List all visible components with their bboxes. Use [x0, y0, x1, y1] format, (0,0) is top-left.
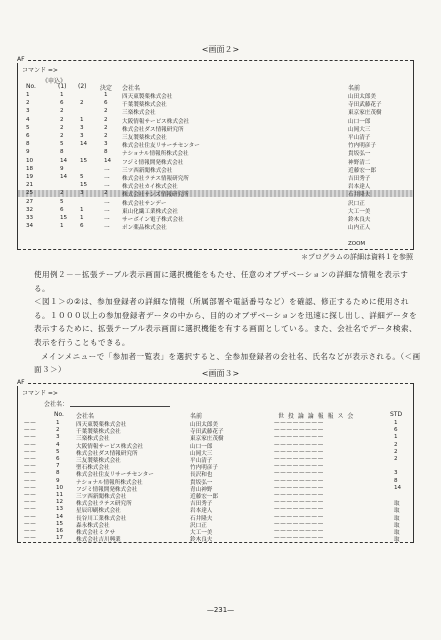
cell-d: 一 [104, 184, 110, 191]
cell-c1: 14 [60, 174, 68, 180]
cell-name: 岩本達人 [348, 184, 371, 191]
table-row[interactable] [18, 174, 413, 181]
cell-c2: 14 [80, 141, 88, 148]
cell-company: 三友製薬株式会社 [76, 458, 121, 464]
cell-c2: 6 [80, 223, 84, 230]
table-row[interactable] [18, 223, 413, 230]
cell-company: 聖石株式会社 [76, 465, 110, 472]
cell-no: 13 [56, 506, 64, 513]
cell-no: 3 [26, 108, 30, 115]
cell-company: 森永株式会社 [76, 522, 110, 529]
figure-3-screen [17, 379, 414, 544]
table-row[interactable] [18, 190, 413, 197]
cell-no: 5 [26, 124, 30, 131]
zoom-indicator: ZOOM [348, 241, 366, 247]
flag-cells[interactable]: — — — — — — — — [274, 456, 323, 462]
cell-name: 山口一郎 [190, 443, 213, 450]
table-row[interactable] [18, 442, 413, 449]
cell-name: 山田太郎美 [348, 94, 376, 100]
cell-name: 貴坂弘一 [348, 151, 371, 158]
cell-no: 19 [26, 174, 34, 180]
cell-c1: 2 [60, 108, 64, 115]
cell-d: 一 [104, 225, 110, 232]
cell-company: 株式会社ミクサ [76, 530, 116, 536]
cell-name: 近藤宏一郎 [348, 167, 376, 174]
cell-d: 6 [104, 100, 108, 107]
row-marker: — — [24, 520, 36, 527]
row-marker: — — [24, 448, 36, 455]
cell-no: 34 [26, 223, 34, 230]
table-row[interactable] [18, 117, 413, 124]
row-marker: — — [24, 506, 36, 513]
cell-std: 取 [394, 530, 400, 536]
cell-no: 15 [56, 520, 64, 527]
cell-company: 株式会社ダス情報研究所 [76, 450, 138, 457]
cell-c1: 15 [60, 215, 68, 221]
table-row[interactable] [18, 478, 413, 485]
cell-std: 8 [394, 477, 398, 484]
row-marker: — — [24, 441, 36, 448]
flag-cells[interactable]: — — — — — — — — [274, 463, 323, 470]
cell-company: 四天東製薬株式会社 [76, 422, 127, 428]
cell-company: 大阪情報サービス株式会社 [76, 443, 144, 450]
cell-name: 竹内明彦子 [348, 143, 376, 150]
figure-3-title: <画面３> [201, 369, 240, 378]
table-row[interactable] [18, 506, 413, 513]
row-marker: — — [24, 477, 36, 484]
cell-no: 6 [26, 133, 30, 139]
table-row[interactable] [18, 125, 413, 132]
cell-std: 2 [394, 448, 398, 455]
cell-no: 10 [26, 157, 34, 164]
cell-std: 2 [394, 441, 398, 448]
cell-name: 神野清二 [348, 159, 371, 166]
cell-c2: 3 [80, 190, 84, 197]
col-no-header: No. [26, 83, 36, 90]
table-row[interactable] [18, 141, 413, 148]
cell-c2: 15 [80, 157, 88, 164]
cell-company: フジミ情報開発株式会社 [122, 159, 184, 166]
cell-company: 三友製薬株式会社 [122, 135, 167, 141]
cell-company: サーボイン電子株式会社 [122, 217, 184, 223]
table-row[interactable] [18, 149, 413, 156]
cell-c2: 15 [80, 182, 88, 189]
row-marker: — — [24, 513, 36, 520]
cell-no: 12 [56, 499, 64, 506]
cell-company: 東山化繊工業株式会社 [122, 208, 178, 215]
col-flags-header: 世 投 論 論 報 報 ス 会 [278, 413, 355, 420]
table-row[interactable] [18, 427, 413, 434]
flag-cells[interactable]: — — — — — — — — [274, 470, 323, 477]
cell-std: 取 [394, 537, 400, 544]
cell-name: 鈴木良夫 [190, 537, 213, 544]
cell-name: 山口一郎 [348, 118, 371, 125]
table-row[interactable] [18, 182, 413, 189]
cell-std: 取 [394, 522, 400, 529]
cell-c2: 1 [80, 116, 84, 123]
cell-company: 三ツ西新聞株式会社 [76, 494, 127, 500]
cell-name: 東京家庄茂樹 [348, 110, 382, 117]
cell-d: 2 [104, 116, 108, 123]
cell-d: 2 [104, 108, 108, 115]
cell-no: 11 [56, 492, 64, 498]
cell-std: 6 [394, 427, 398, 434]
program-note: ＊プログラムの詳細は資料１を参照 [301, 253, 413, 261]
cell-company: フジミ情報開発株式会社 [76, 486, 138, 493]
cell-name: 鈴木良夫 [348, 217, 371, 223]
cell-c1: 6 [60, 100, 64, 107]
cell-no: 25 [26, 190, 34, 197]
cell-company: 株式会社吉川興業 [76, 537, 121, 544]
af-label: AF [17, 56, 25, 63]
cell-d: 2 [104, 190, 108, 197]
cell-std: 2 [394, 456, 398, 462]
table-row[interactable] [18, 485, 413, 492]
cell-company: 四天東製薬株式会社 [122, 94, 173, 100]
cell-c1: 1 [60, 223, 64, 230]
cell-company: 株式会社サンデー [122, 200, 167, 207]
row-marker: — — [24, 434, 36, 441]
flag-cells[interactable]: — — — — — — — — [274, 513, 323, 520]
cell-c1: 8 [60, 149, 64, 156]
flag-cells[interactable]: — — — — — — — — [274, 477, 323, 484]
af-label: AF [17, 379, 25, 386]
cell-c1: 9 [60, 165, 64, 172]
cell-std: 1 [394, 434, 398, 441]
cell-no: 14 [56, 513, 64, 520]
cell-name: 貴坂弘一 [190, 479, 213, 486]
cell-no: 17 [56, 535, 64, 542]
cell-std: 1 [394, 420, 398, 426]
table-row[interactable] [18, 100, 413, 107]
cell-company: 株式会社サンズ情報研究所 [122, 192, 189, 199]
col-c2-header: (2) [78, 83, 87, 90]
cell-name: 山田太郎美 [190, 422, 218, 428]
cell-no: 16 [56, 528, 64, 534]
cell-c2: 3 [80, 133, 84, 139]
table-row[interactable] [18, 434, 413, 441]
cell-c1: 2 [60, 133, 64, 139]
row-marker: — — [24, 427, 36, 434]
table-row[interactable] [18, 463, 413, 470]
col-company-header: 会社名 [122, 85, 141, 92]
cell-name: 平山清子 [190, 458, 213, 464]
cell-no: 2 [56, 427, 60, 434]
row-marker: — — [24, 499, 36, 506]
cell-no: 33 [26, 215, 34, 221]
flag-cells[interactable]: — — — — — — — — [274, 535, 323, 542]
table-row[interactable] [18, 420, 413, 427]
table-row[interactable] [18, 158, 413, 165]
cell-no: 8 [26, 141, 30, 148]
table-row[interactable] [18, 470, 413, 477]
cell-c1: 2 [60, 190, 64, 197]
cell-d: 一 [104, 167, 110, 174]
cell-name: 青山神野 [190, 486, 213, 493]
cell-d: 3 [104, 141, 108, 148]
cell-c2: 1 [80, 206, 84, 213]
col-company-header: 会社名 [76, 413, 95, 420]
cell-company: 株式会社ラテス情報研究所 [122, 176, 189, 182]
cell-no: 32 [26, 206, 34, 213]
cell-company: 株式会社カイ株式会社 [122, 184, 178, 191]
command-prompt[interactable]: コマンド => [22, 390, 58, 397]
cell-no: 9 [56, 477, 60, 484]
table-row[interactable] [18, 207, 413, 214]
cell-no: 1 [56, 420, 60, 426]
cell-company: 大阪情報サービス株式会社 [122, 118, 190, 125]
figure-2-title: <画面２> [201, 45, 240, 54]
cell-company: 株式会社ダス情報研究所 [122, 126, 184, 133]
flag-cells[interactable]: — — — — — — — — [274, 427, 323, 434]
flag-cells[interactable]: — — — — — — — — [274, 499, 323, 506]
cell-name: 長沢和也 [190, 472, 213, 479]
col-c1-header: (1) [58, 83, 67, 90]
cell-name: 沢口正 [348, 200, 365, 207]
table-row[interactable] [18, 499, 413, 506]
cell-no: 21 [26, 182, 34, 189]
row-marker: — — [24, 528, 36, 534]
cell-d: 14 [104, 157, 112, 164]
cell-name: 山内正人 [348, 225, 371, 232]
figure-2-screen [17, 56, 414, 250]
table-row[interactable] [18, 521, 413, 528]
cell-company: 千葉製薬株式会社 [76, 429, 121, 436]
col-name-header: 名前 [348, 85, 361, 92]
cell-std: 取 [394, 501, 400, 508]
col-decision-header: 決定 [100, 85, 113, 92]
cell-d: 一 [104, 208, 110, 215]
cell-d: 2 [104, 124, 108, 131]
cell-name: 山岡大三 [190, 450, 213, 457]
cell-c1: 5 [60, 141, 64, 148]
table-row[interactable] [18, 199, 413, 206]
cell-c1: 2 [60, 124, 64, 131]
row-marker: — — [24, 463, 36, 470]
table-row[interactable] [18, 449, 413, 456]
cell-no: 18 [26, 165, 34, 172]
cell-c1: 14 [60, 157, 68, 164]
cell-company: ナショナル情報所株式会社 [122, 151, 189, 158]
cell-company: 三楽株式会社 [122, 110, 156, 117]
cell-no: 10 [56, 484, 64, 491]
flag-cells[interactable]: — — — — — — — — [274, 492, 323, 498]
table-row[interactable] [18, 456, 413, 463]
mode-label: 《申込》 [42, 78, 67, 85]
cell-no: 7 [56, 463, 60, 470]
cell-name: 平山清子 [348, 135, 371, 141]
table-row[interactable] [18, 166, 413, 173]
table-row[interactable] [18, 92, 413, 99]
cell-no: 4 [56, 441, 60, 448]
cell-name: 沢口正 [190, 522, 207, 529]
cell-name: 竹内明彦子 [190, 465, 218, 472]
col-no-header: No. [54, 411, 64, 418]
cell-std: 取 [394, 515, 400, 522]
cell-std: 取 [394, 508, 400, 515]
cell-company: 株式会社住友リサーチセンター [76, 472, 154, 479]
table-row[interactable] [18, 535, 413, 542]
flag-cells[interactable]: — — — — — — — — [274, 448, 323, 455]
cell-d: 8 [104, 149, 108, 156]
cell-name: 大工一美 [348, 208, 371, 215]
company-search-input[interactable] [70, 406, 170, 407]
paragraph-2: ＜図１＞の②は、参加登録者の詳細な情報（所属部署や電話番号など）を確認、修正するために使用される。１０００以上の参加登録者データの中から、目的のオブザベーションを迅速に探し出し、詳細データを表示するために、拡張テーブル表示画面に選択機能を有する画面としている。また、会社名でデータ検索、表示を行うこともできる。 [34, 297, 418, 347]
cell-company: 三ツ西新聞株式会社 [122, 167, 173, 174]
cell-name: 石井隆夫 [190, 515, 213, 522]
command-prompt[interactable]: コマンド => [22, 67, 58, 74]
cell-company: 千葉製薬株式会社 [122, 102, 167, 109]
company-search-label: 会社名： [44, 401, 69, 408]
row-marker: — — [24, 420, 36, 426]
cell-company: 株式会社ラテス研究所 [76, 501, 132, 508]
cell-name: 山岡大三 [348, 126, 371, 133]
row-marker: — — [24, 535, 36, 542]
cell-no: 2 [26, 100, 30, 107]
cell-c1: 6 [60, 206, 64, 213]
cell-company: 星辰印刷株式会社 [76, 508, 121, 515]
paragraph-3: メインメニューで「参加者一覧表」を選択すると、全参加登録者の会社名、氏名などが表示される。（＜画面３＞） [34, 351, 421, 375]
table-row[interactable] [18, 492, 413, 499]
cell-c1: 2 [60, 116, 64, 123]
flag-cells[interactable]: — — — — — — — — [274, 506, 323, 513]
cell-company: 長谷川工業株式会社 [76, 515, 127, 522]
page-number: —231— [206, 606, 235, 614]
cell-std: 3 [394, 470, 398, 477]
cell-company: ナショナル情報所株式会社 [76, 479, 143, 486]
cell-d: 1 [104, 92, 108, 98]
cell-company: ポン薬品株式会社 [122, 225, 167, 232]
cell-no: 9 [26, 149, 30, 156]
table-row[interactable] [18, 215, 413, 222]
cell-c2: 5 [80, 174, 84, 180]
cell-no: 4 [26, 116, 30, 123]
table-row[interactable] [18, 108, 413, 115]
flag-cells[interactable]: — — — — — — — — [274, 484, 323, 491]
cell-no: 8 [56, 470, 60, 477]
row-marker: — — [24, 484, 36, 491]
cell-d: 一 [104, 176, 110, 182]
cell-name: 寺田武藤花子 [348, 102, 382, 109]
cell-name: 東京家庄茂樹 [190, 436, 224, 443]
cell-c2: 3 [80, 124, 84, 131]
cell-no: 3 [56, 434, 60, 441]
row-marker: — — [24, 456, 36, 462]
body-text [34, 268, 422, 377]
cell-name: 寺田武藤花子 [190, 429, 224, 436]
cell-name: 大工一美 [190, 530, 213, 536]
cell-company: 三楽株式会社 [76, 436, 110, 443]
cell-company: 株式会社住友リサーチセンター [122, 143, 200, 150]
cell-name: 吉田秀子 [348, 176, 371, 182]
cell-no: 27 [26, 198, 34, 205]
cell-c2: 1 [80, 215, 84, 221]
cell-std: 14 [394, 484, 402, 491]
table-row[interactable] [18, 528, 413, 535]
cell-d: 一 [104, 200, 110, 207]
col-name-header: 名前 [190, 413, 203, 420]
cell-c1: 5 [60, 198, 64, 205]
row-marker: — — [24, 470, 36, 477]
paragraph-1: 使用例２－－拡張テーブル表示画面に選択機能をもたせ、任意のオブザベーションの詳細な情報を表示する。 [34, 270, 409, 293]
flag-cells[interactable]: — — — — — — — — [274, 420, 323, 426]
table-row[interactable] [18, 514, 413, 521]
flag-cells[interactable]: — — — — — — — — [274, 520, 323, 527]
cell-name: 吉田秀子 [190, 501, 213, 508]
cell-name: 岩本達人 [190, 508, 213, 515]
flag-cells[interactable]: — — — — — — — — [274, 434, 323, 441]
cell-c2: 2 [80, 100, 84, 107]
col-std-header: STD [390, 411, 403, 418]
cell-name: 石井隆夫 [348, 192, 371, 199]
cell-d: 一 [104, 217, 110, 223]
flag-cells[interactable]: — — — — — — — — [274, 441, 323, 448]
cell-c1: 1 [60, 92, 64, 98]
cell-no: 6 [56, 456, 60, 462]
cell-no: 5 [56, 448, 60, 455]
cell-name: 近藤宏一郎 [190, 494, 218, 500]
cell-no: 1 [26, 92, 30, 98]
table-row[interactable] [18, 133, 413, 140]
row-marker: — — [24, 492, 36, 498]
flag-cells[interactable]: — — — — — — — — [274, 528, 323, 534]
cell-d: 2 [104, 133, 108, 139]
